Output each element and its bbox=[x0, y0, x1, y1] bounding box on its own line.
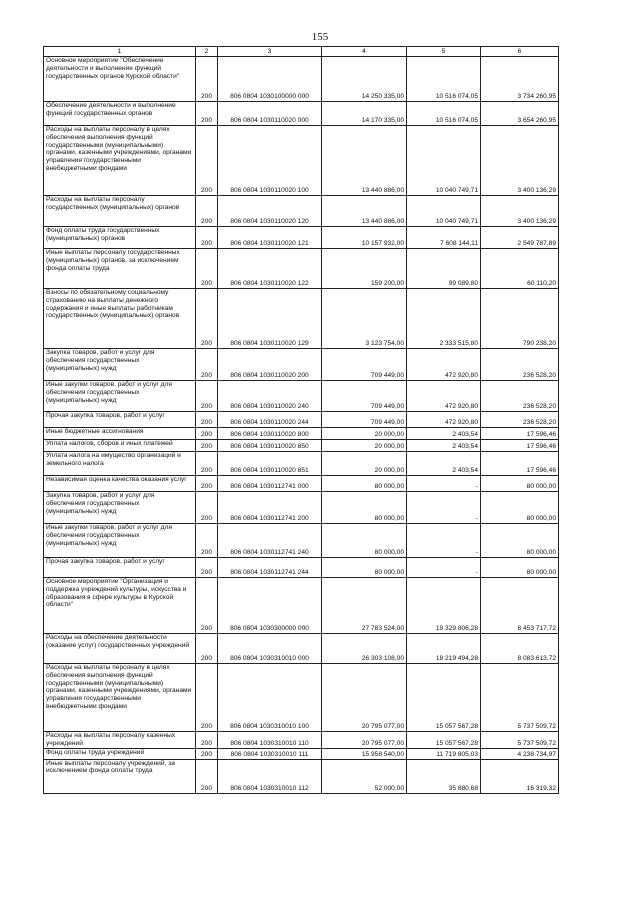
row-name: Иные выплаты персоналу учреждений, за исключением фонда оплаты труда bbox=[44, 759, 196, 793]
row-name: Прочая закупка товаров, работ и услуг bbox=[44, 412, 196, 428]
row-value-6: 4 238 734,97 bbox=[481, 748, 559, 759]
row-code: 806 0804 1030310010 112 bbox=[218, 759, 322, 793]
row-code: 806 0804 1030112741 200 bbox=[218, 492, 322, 524]
row-value-6: 3 654 260,95 bbox=[481, 102, 559, 126]
row-value-4: 20 795 077,00 bbox=[322, 732, 407, 749]
table-row bbox=[44, 492, 559, 524]
row-column-2: 200 bbox=[196, 57, 218, 102]
table-row bbox=[44, 452, 559, 476]
row-value-4: 20 000,00 bbox=[322, 428, 407, 440]
row-column-2: 200 bbox=[196, 558, 218, 578]
row-code: 806 0804 1030112741 000 bbox=[218, 476, 322, 492]
row-value-4: 20 795 077,00 bbox=[322, 664, 407, 732]
row-column-2: 200 bbox=[196, 428, 218, 440]
row-name: Расходы на выплаты персоналу казенных учреждений bbox=[44, 732, 196, 749]
row-name: Расходы на выплаты персоналу в целях обеспечения выполнения функций государственными (муниципальными) органами, казенными учреждениями, органами управления государственными внебюджетными фондами bbox=[44, 126, 196, 196]
row-code: 806 0804 1030110020 121 bbox=[218, 227, 322, 249]
row-value-4: 13 440 886,00 bbox=[322, 196, 407, 227]
column-header: 4 bbox=[322, 47, 407, 57]
row-value-5: 7 608 144,11 bbox=[407, 227, 481, 249]
row-value-5: - bbox=[407, 524, 481, 558]
row-value-6: 17 596,46 bbox=[481, 440, 559, 452]
row-name: Основное мероприятие "Обеспечение деятельности и выполнение функций государственных органов Курской области" bbox=[44, 57, 196, 102]
row-name: Иные закупки товаров, работ и услуг для обеспечения государственных (муниципальных) нужд bbox=[44, 524, 196, 558]
row-value-4: 14 250 335,00 bbox=[322, 57, 407, 102]
row-name: Закупка товаров, работ и услуг для обеспечения государственных (муниципальных) нужд bbox=[44, 349, 196, 381]
row-code: 806 0804 1030112741 240 bbox=[218, 524, 322, 558]
row-value-4: 14 170 335,00 bbox=[322, 102, 407, 126]
row-name: Расходы на обеспечение деятельности (оказание услуг) государственных учреждений bbox=[44, 634, 196, 664]
row-column-2: 200 bbox=[196, 227, 218, 249]
row-value-5: 472 920,80 bbox=[407, 381, 481, 412]
table-row bbox=[44, 289, 559, 349]
row-value-6: 236 528,20 bbox=[481, 349, 559, 381]
row-value-5: - bbox=[407, 476, 481, 492]
table-row bbox=[44, 102, 559, 126]
row-code: 806 0804 1030310010 100 bbox=[218, 664, 322, 732]
row-code: 806 0804 1030110020 129 bbox=[218, 289, 322, 349]
row-value-6: 80 000,00 bbox=[481, 492, 559, 524]
row-value-4: 3 123 754,00 bbox=[322, 289, 407, 349]
table-row bbox=[44, 196, 559, 227]
row-value-4: 709 449,00 bbox=[322, 381, 407, 412]
row-column-2: 200 bbox=[196, 412, 218, 428]
table-row bbox=[44, 748, 559, 759]
row-value-4: 20 000,00 bbox=[322, 452, 407, 476]
row-column-2: 200 bbox=[196, 126, 218, 196]
table-row bbox=[44, 524, 559, 558]
row-column-2: 200 bbox=[196, 289, 218, 349]
row-name: Фонд оплаты труда государственных (муниципальных) органов bbox=[44, 227, 196, 249]
row-column-2: 200 bbox=[196, 524, 218, 558]
row-value-4: 159 200,00 bbox=[322, 249, 407, 289]
row-column-2: 200 bbox=[196, 634, 218, 664]
row-value-6: 60 110,20 bbox=[481, 249, 559, 289]
row-value-4: 80 000,00 bbox=[322, 476, 407, 492]
column-header: 6 bbox=[481, 47, 559, 57]
row-name: Независимая оценка качества оказания услуг bbox=[44, 476, 196, 492]
row-value-4: 709 449,00 bbox=[322, 412, 407, 428]
row-code: 806 0804 1030310010 000 bbox=[218, 634, 322, 664]
row-code: 806 0804 1030110020 800 bbox=[218, 428, 322, 440]
row-value-5: 10 516 074,05 bbox=[407, 102, 481, 126]
row-code: 806 0804 1030110020 000 bbox=[218, 102, 322, 126]
row-column-2: 200 bbox=[196, 249, 218, 289]
row-name: Обеспечение деятельности и выполнение функций государственных органов bbox=[44, 102, 196, 126]
row-code: 806 0804 1030112741 244 bbox=[218, 558, 322, 578]
row-value-5: 472 920,80 bbox=[407, 412, 481, 428]
row-value-6: 8 453 717,72 bbox=[481, 578, 559, 634]
row-value-5: 15 057 567,28 bbox=[407, 664, 481, 732]
table-row bbox=[44, 428, 559, 440]
row-column-2: 200 bbox=[196, 349, 218, 381]
row-value-5: 10 040 749,71 bbox=[407, 196, 481, 227]
row-column-2: 200 bbox=[196, 748, 218, 759]
row-code: 806 0804 1030310010 110 bbox=[218, 732, 322, 749]
row-value-4: 15 958 540,00 bbox=[322, 748, 407, 759]
table-row bbox=[44, 759, 559, 793]
row-name: Иные закупки товаров, работ и услуг для обеспечения государственных (муниципальных) нужд bbox=[44, 381, 196, 412]
row-name: Иные выплаты персоналу государственных (муниципальных) органов, за исключением фонда оплаты труда bbox=[44, 249, 196, 289]
row-code: 806 0804 1030110020 120 bbox=[218, 196, 322, 227]
table-row bbox=[44, 634, 559, 664]
table-row bbox=[44, 732, 559, 749]
column-header: 1 bbox=[44, 47, 196, 57]
row-value-4: 27 783 524,00 bbox=[322, 578, 407, 634]
row-column-2: 200 bbox=[196, 452, 218, 476]
row-value-4: 52 000,00 bbox=[322, 759, 407, 793]
row-value-6: 17 596,46 bbox=[481, 428, 559, 440]
row-value-5: 10 516 074,05 bbox=[407, 57, 481, 102]
row-name: Расходы на выплаты персоналу в целях обеспечения выполнения функций государственными (муниципальными) органами, казенными учреждениями, органами управления государственными внебюджетными фондами bbox=[44, 664, 196, 732]
table-row bbox=[44, 664, 559, 732]
row-value-5: 15 057 567,28 bbox=[407, 732, 481, 749]
row-value-6: 16 319,32 bbox=[481, 759, 559, 793]
row-value-5: 2 403,54 bbox=[407, 452, 481, 476]
row-name: Расходы на выплаты персоналу государственных (муниципальных) органов bbox=[44, 196, 196, 227]
row-code: 806 0804 1030100000 000 bbox=[218, 57, 322, 102]
table-row bbox=[44, 227, 559, 249]
row-code: 806 0804 1030300000 000 bbox=[218, 578, 322, 634]
row-value-5: 2 403,54 bbox=[407, 440, 481, 452]
column-header: 3 bbox=[218, 47, 322, 57]
row-value-6: 3 400 136,29 bbox=[481, 126, 559, 196]
row-column-2: 200 bbox=[196, 476, 218, 492]
row-column-2: 200 bbox=[196, 759, 218, 793]
row-code: 806 0804 1030110020 851 bbox=[218, 452, 322, 476]
row-value-5: - bbox=[407, 558, 481, 578]
row-value-5: 99 089,80 bbox=[407, 249, 481, 289]
row-name: Закупка товаров, работ и услуг для обеспечения государственных (муниципальных) нужд bbox=[44, 492, 196, 524]
table-row bbox=[44, 249, 559, 289]
row-value-5: 472 920,80 bbox=[407, 349, 481, 381]
row-value-6: 5 737 509,72 bbox=[481, 732, 559, 749]
row-name: Уплата налогов, сборов и иных платежей bbox=[44, 440, 196, 452]
row-column-2: 200 bbox=[196, 732, 218, 749]
row-code: 806 0804 1030110020 100 bbox=[218, 126, 322, 196]
row-name: Уплата налога на имущество организаций и земельного налога bbox=[44, 452, 196, 476]
row-value-6: 2 549 787,89 bbox=[481, 227, 559, 249]
row-value-6: 3 400 136,29 bbox=[481, 196, 559, 227]
row-column-2: 200 bbox=[196, 196, 218, 227]
row-value-5: - bbox=[407, 492, 481, 524]
row-name: Прочая закупка товаров, работ и услуг bbox=[44, 558, 196, 578]
row-column-2: 200 bbox=[196, 381, 218, 412]
row-value-4: 709 449,00 bbox=[322, 349, 407, 381]
table-row bbox=[44, 349, 559, 381]
row-value-5: 19 329 806,28 bbox=[407, 578, 481, 634]
row-value-6: 236 528,20 bbox=[481, 381, 559, 412]
row-value-5: 35 880,68 bbox=[407, 759, 481, 793]
row-value-4: 10 157 932,00 bbox=[322, 227, 407, 249]
row-code: 806 0804 1030110020 240 bbox=[218, 381, 322, 412]
page-number: 155 bbox=[311, 31, 329, 43]
row-value-5: 18 219 494,28 bbox=[407, 634, 481, 664]
row-code: 806 0804 1030110020 122 bbox=[218, 249, 322, 289]
row-code: 806 0804 1030310010 111 bbox=[218, 748, 322, 759]
row-column-2: 200 bbox=[196, 578, 218, 634]
row-value-6: 790 238,20 bbox=[481, 289, 559, 349]
table-row bbox=[44, 57, 559, 102]
row-code: 806 0804 1030110020 850 bbox=[218, 440, 322, 452]
row-name: Взносы по обязательному социальному страхованию на выплаты денежного содержания и иные выплаты работникам государственных (муниципальных) органов bbox=[44, 289, 196, 349]
row-value-5: 11 719 805,03 bbox=[407, 748, 481, 759]
row-value-6: 80 000,00 bbox=[481, 476, 559, 492]
table-row bbox=[44, 440, 559, 452]
row-value-5: 2 333 515,80 bbox=[407, 289, 481, 349]
row-value-4: 80 000,00 bbox=[322, 558, 407, 578]
table-row bbox=[44, 578, 559, 634]
row-value-6: 236 528,20 bbox=[481, 412, 559, 428]
row-value-6: 5 737 509,72 bbox=[481, 664, 559, 732]
column-header: 2 bbox=[196, 47, 218, 57]
row-column-2: 200 bbox=[196, 492, 218, 524]
row-column-2: 200 bbox=[196, 664, 218, 732]
row-value-4: 26 303 108,00 bbox=[322, 634, 407, 664]
table-header-row bbox=[44, 47, 559, 57]
row-name: Иные бюджетные ассигнования bbox=[44, 428, 196, 440]
row-value-6: 8 083 613,72 bbox=[481, 634, 559, 664]
row-value-6: 17 596,46 bbox=[481, 452, 559, 476]
row-code: 806 0804 1030110020 200 bbox=[218, 349, 322, 381]
row-column-2: 200 bbox=[196, 440, 218, 452]
row-value-5: 10 040 749,71 bbox=[407, 126, 481, 196]
row-value-6: 3 734 260,95 bbox=[481, 57, 559, 102]
column-header: 5 bbox=[407, 47, 481, 57]
row-value-5: 2 403,54 bbox=[407, 428, 481, 440]
table-row bbox=[44, 126, 559, 196]
row-column-2: 200 bbox=[196, 102, 218, 126]
table-row bbox=[44, 558, 559, 578]
row-value-4: 80 000,00 bbox=[322, 524, 407, 558]
budget-table bbox=[43, 46, 559, 794]
row-value-6: 80 000,00 bbox=[481, 524, 559, 558]
row-value-6: 80 000,00 bbox=[481, 558, 559, 578]
row-name: Основное мероприятие "Организация и поддержка учреждений культуры, искусства и образования в сфере культуры в Курской области" bbox=[44, 578, 196, 634]
table-row bbox=[44, 476, 559, 492]
row-value-4: 13 440 886,00 bbox=[322, 126, 407, 196]
row-name: Фонд оплаты труда учреждений bbox=[44, 748, 196, 759]
row-code: 806 0804 1030110020 244 bbox=[218, 412, 322, 428]
table-row bbox=[44, 381, 559, 412]
row-value-4: 80 000,00 bbox=[322, 492, 407, 524]
table-row bbox=[44, 412, 559, 428]
row-value-4: 20 000,00 bbox=[322, 440, 407, 452]
